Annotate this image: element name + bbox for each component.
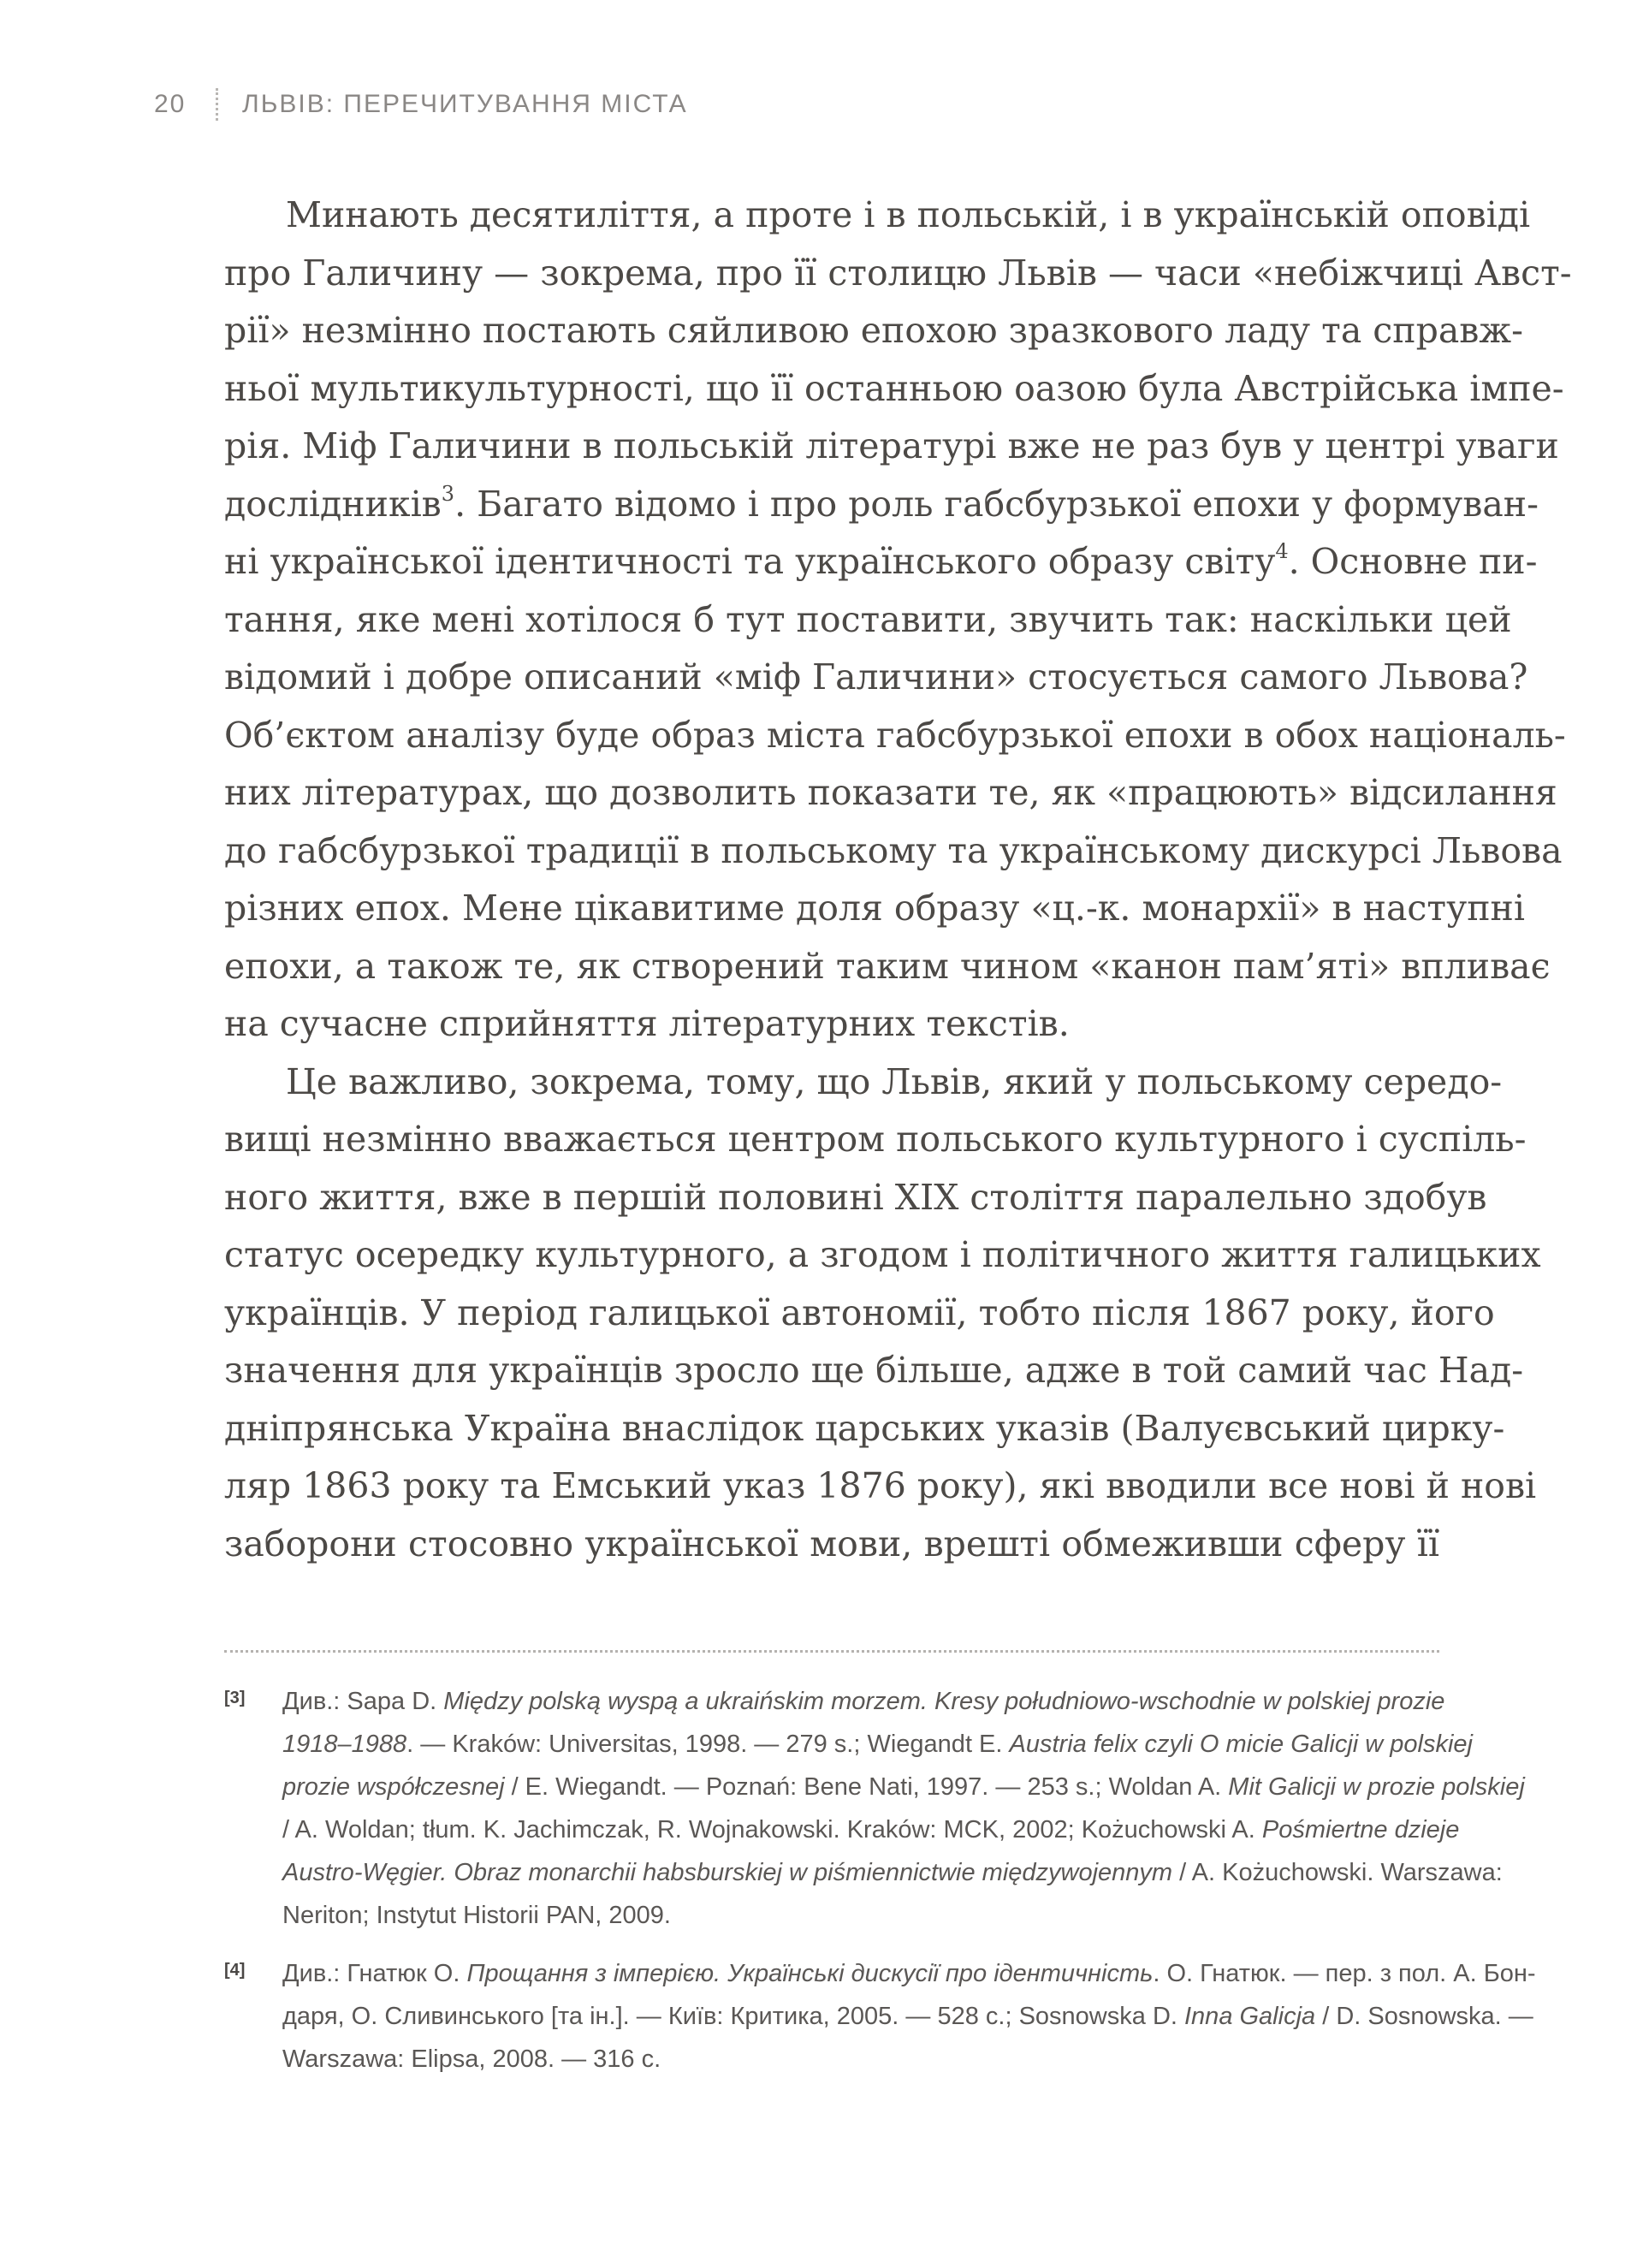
footnote-ref-3[interactable]: 3	[441, 481, 455, 506]
text-segment: Див.: Sapa D.	[282, 1688, 444, 1715]
text-line: різних епох. Мене цікавитиме доля образу «ц.-к. монархії» в наступні	[224, 888, 1525, 929]
text-segment: Прощання з імперією. Українські дискусії про ідентичність	[466, 1960, 1154, 1987]
footnote-ref-4[interactable]: 4	[1275, 539, 1289, 563]
header-separator	[216, 88, 218, 121]
footnote-line: Neriton; Instytut Historii PAN, 2009.	[282, 1902, 671, 1929]
footnote-line	[282, 1952, 1536, 1995]
text-segment: . Основне пи-	[1288, 541, 1538, 582]
text-segment: Pośmiertne dzieje	[1261, 1816, 1460, 1843]
text-segment: Między polską wyspą a ukraińskim morzem. Kresy południowo-wschodnie w polskiej prozie	[443, 1688, 1445, 1715]
text-line: статус осередку культурного, а згодом і політичного життя галицьких	[224, 1234, 1541, 1275]
text-line: ного життя, вже в першій половині XIX століття паралельно здобув	[224, 1176, 1487, 1218]
text-line: ньої мультикультурності, що її останньою оазою була Австрійська імпе-	[224, 367, 1564, 409]
footnote-line: Warszawa: Elipsa, 2008. — 316 с.	[282, 2045, 661, 2073]
text-line: про Галичину — зокрема, про її столицю Львів — часи «небіжчиці Авст-	[224, 252, 1572, 294]
footnote-line	[282, 1851, 1503, 1894]
text-line: українців. У період галицької автономії, тобто після 1867 року, його	[224, 1291, 1495, 1333]
main-text	[224, 187, 1572, 1573]
footnote-line	[282, 1680, 1445, 1723]
footnote-4	[224, 1952, 1536, 2081]
text-segment: даря, О. Сливинського [та ін.]. — Київ: Критика, 2005. — 528 с.; Sosnowska D.	[282, 2003, 1184, 2030]
text-line: тання, яке мені хотілося б тут поставити, звучить так: наскільки цей	[224, 598, 1512, 640]
text-line	[224, 533, 1538, 591]
text-line: вищі незмінно вважається центром польського культурного і суспіль-	[224, 1119, 1527, 1160]
text-segment: Див.: Гнатюк О.	[282, 1960, 467, 1987]
text-line: рії» незмінно постають сяйливою епохою зразкового ладу та справж-	[224, 310, 1523, 351]
text-segment: Mit Galicji w prozie polskiej	[1228, 1773, 1525, 1801]
footnote-marker: [3]	[224, 1689, 246, 1707]
footnote-line	[282, 1808, 1460, 1851]
text-line: відомий і добре описаний «міф Галичини» стосується самого Львова?	[224, 656, 1528, 698]
footnote-marker: [4]	[224, 1961, 246, 1980]
text-segment: / D. Sosnowska. —	[1315, 2003, 1533, 2030]
page-number: 20	[154, 90, 187, 118]
text-segment: Austria felix czyli O micie Galicji w polskiej	[1009, 1731, 1473, 1758]
footnote-3	[224, 1680, 1525, 1937]
footnote-line	[282, 1766, 1525, 1808]
text-line: значення для українців зросло ще більше, адже в той самий час Над-	[224, 1350, 1524, 1391]
text-segment: Austro-Węgier. Obraz monarchii habsburskiej w piśmiennictwie międzywojennym	[282, 1859, 1173, 1886]
text-segment: Inna Galicja	[1184, 2003, 1316, 2030]
text-line: них літературах, що дозволить показати те, як «працюють» відсилання	[224, 772, 1557, 813]
text-segment: / E. Wiegandt. — Poznań: Bene Nati, 1997. — 253 s.; Woldan A.	[504, 1773, 1229, 1801]
text-segment: / A. Woldan; tłum. K. Jachimczak, R. Wojnakowski. Kraków: MCK, 2002; Kożuchowski A.	[282, 1816, 1262, 1843]
text-line: заборони стосовно української мови, врешті обмеживши сферу її	[224, 1523, 1439, 1564]
paragraph-1	[224, 187, 1572, 1054]
text-segment: ні української ідентичності та українського образу світу	[224, 541, 1276, 582]
text-segment: . Багато відомо і про роль габсбурзької епохи у формуван-	[454, 483, 1539, 525]
text-line: Це важливо, зокрема, тому, що Львів, який у польському середо-	[286, 1060, 1503, 1102]
text-segment: . О. Гнатюк. — пер. з пол. А. Бон-	[1153, 1960, 1536, 1987]
book-title: ЛЬВІВ: ПЕРЕЧИТУВАННЯ МІСТА	[242, 90, 688, 118]
footnote-divider	[224, 1650, 1439, 1653]
text-line	[224, 476, 1539, 534]
footnote-line	[282, 1995, 1533, 2038]
text-line: Минають десятиліття, а проте і в польській, і в українській оповіді	[286, 194, 1531, 235]
footnotes	[224, 1680, 1536, 2096]
text-segment: prozie współczesnej	[282, 1773, 505, 1801]
text-line: ляр 1863 року та Емський указ 1876 року), які вводили все нові й нові	[224, 1465, 1537, 1506]
text-segment: / A. Kożuchowski. Warszawa:	[1172, 1859, 1503, 1886]
text-line: епохи, а також те, як створений таким чином «канон пам’яті» впливає	[224, 945, 1551, 987]
text-line: Об’єктом аналізу буде образ міста габсбурзької епохи в обох національ-	[224, 714, 1566, 756]
text-line: до габсбурзької традиції в польському та українському дискурсі Львова	[224, 829, 1563, 871]
text-segment: дослідників	[224, 483, 442, 525]
text-segment: . — Kraków: Universitas, 1998. — 279 s.; Wiegandt E.	[406, 1731, 1010, 1758]
footnote-line	[282, 1723, 1473, 1766]
text-line: дніпрянська Україна внаслідок царських указів (Валуєвський цирку-	[224, 1407, 1505, 1449]
text-line: на сучасне сприйняття літературних текстів.	[224, 1003, 1070, 1044]
paragraph-2	[224, 1054, 1541, 1574]
text-line: рія. Міф Галичини в польській літературі вже не раз був у центрі уваги	[224, 425, 1559, 466]
text-segment: 1918–1988	[282, 1731, 407, 1758]
running-head	[154, 87, 688, 122]
